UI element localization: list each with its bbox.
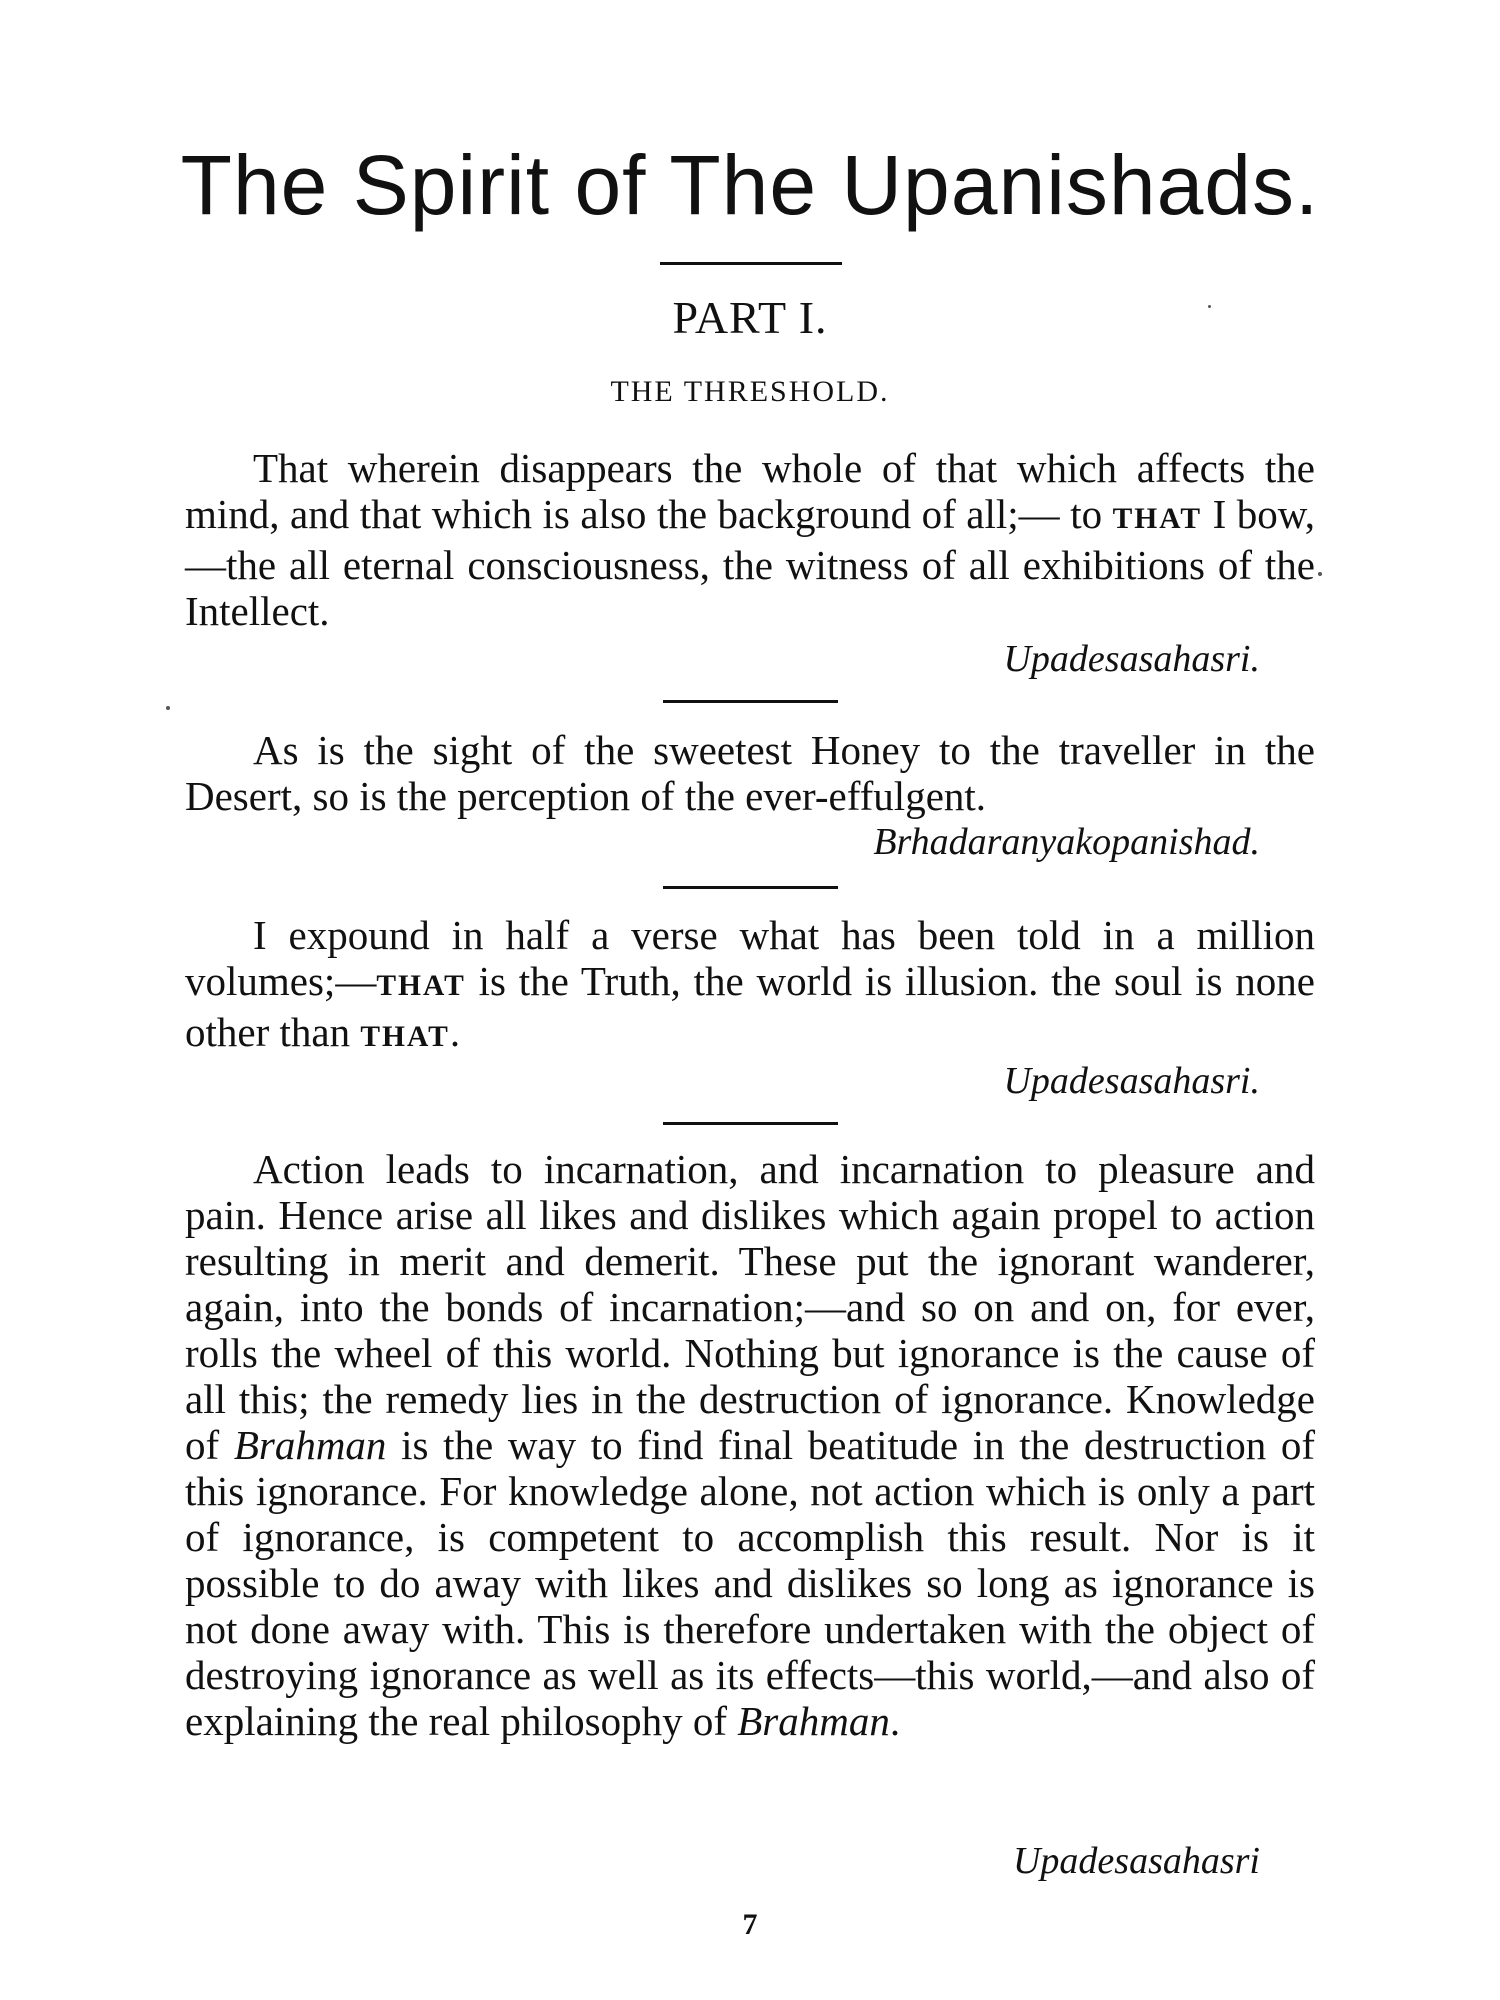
section-heading: THE THRESHOLD. (610, 375, 890, 408)
passage-3-text-b: is the Truth, the world is illusion. the soul is none other than (185, 958, 1315, 1055)
passage-4-text-c: . (889, 1698, 901, 1744)
passage-1-text-a: That wherein disappears the whole of that which affects the mind, and that which is also the background of all;— to (185, 445, 1315, 537)
book-page (180, 0, 1320, 2000)
passage-4 (185, 1146, 1315, 1744)
passage-3-that-2: THAT (360, 1021, 450, 1053)
passage-4-text-b: is the way to find final beatitude in the destruction of this ignorance. For knowledge alone, not action which is only a part of ignorance, is competent to accomplish this result. Nor is it possible to do away with likes and dislikes so long as ignorance is not done away with. This is therefore undertaken with the object of destroying ignorance as well as its effects—this world,—and also of explaining the real philosophy of (185, 1422, 1316, 1744)
passage-3-that-1: THAT (376, 970, 466, 1002)
page-title: The Spirit of The Upanishads. (180, 138, 1320, 232)
passage-3 (185, 912, 1315, 1060)
print-speck-3 (1208, 305, 1211, 308)
passage-4-brahman-1: Brahman (233, 1422, 387, 1468)
passage-4-attribution: Upadesasahasri (1012, 1840, 1260, 1882)
passage-4-text-a: Action leads to incarnation, and incarnation to pleasure and pain. Hence arise all likes and dislikes which again propel to action resulting in merit and demerit. These put the ignorant wanderer, again, into the bonds of incarnation;—and so on and on, for ever, rolls the wheel of this world. Nothing but ignorance is the cause of all this; the remedy lies in the destruction of ignorance. Knowledge of (185, 1146, 1315, 1468)
passage-3-attribution: Upadesasahasri. (1003, 1060, 1260, 1102)
passage-2-attribution: Brhadaranyakopanishad. (873, 821, 1260, 863)
passage-divider-3 (663, 1122, 838, 1125)
part-heading: PART I. (672, 292, 828, 343)
page-number: 7 (742, 1908, 758, 1941)
passage-4-brahman-2: Brahman (737, 1698, 890, 1744)
passage-divider-2 (663, 886, 838, 889)
passage-1-attribution: Upadesasahasri. (1003, 638, 1260, 680)
title-divider (660, 262, 842, 265)
passage-divider-1 (663, 700, 838, 703)
passage-3-text-c: . (449, 1009, 461, 1055)
print-speck-1 (1318, 572, 1322, 576)
print-speck-2 (166, 706, 170, 710)
passage-1 (185, 445, 1315, 634)
passage-3-text-a: I expound in half a verse what has been told in a million volumes;— (185, 912, 1315, 1004)
passage-2: As is the sight of the sweetest Honey to the traveller in the Desert, so is the perception of the ever-effulgent. (185, 727, 1315, 819)
passage-1-text-b: I bow,—the all eternal consciousness, the witness of all exhibitions of the Intellect. (185, 491, 1315, 634)
passage-1-that: THAT (1112, 503, 1203, 535)
